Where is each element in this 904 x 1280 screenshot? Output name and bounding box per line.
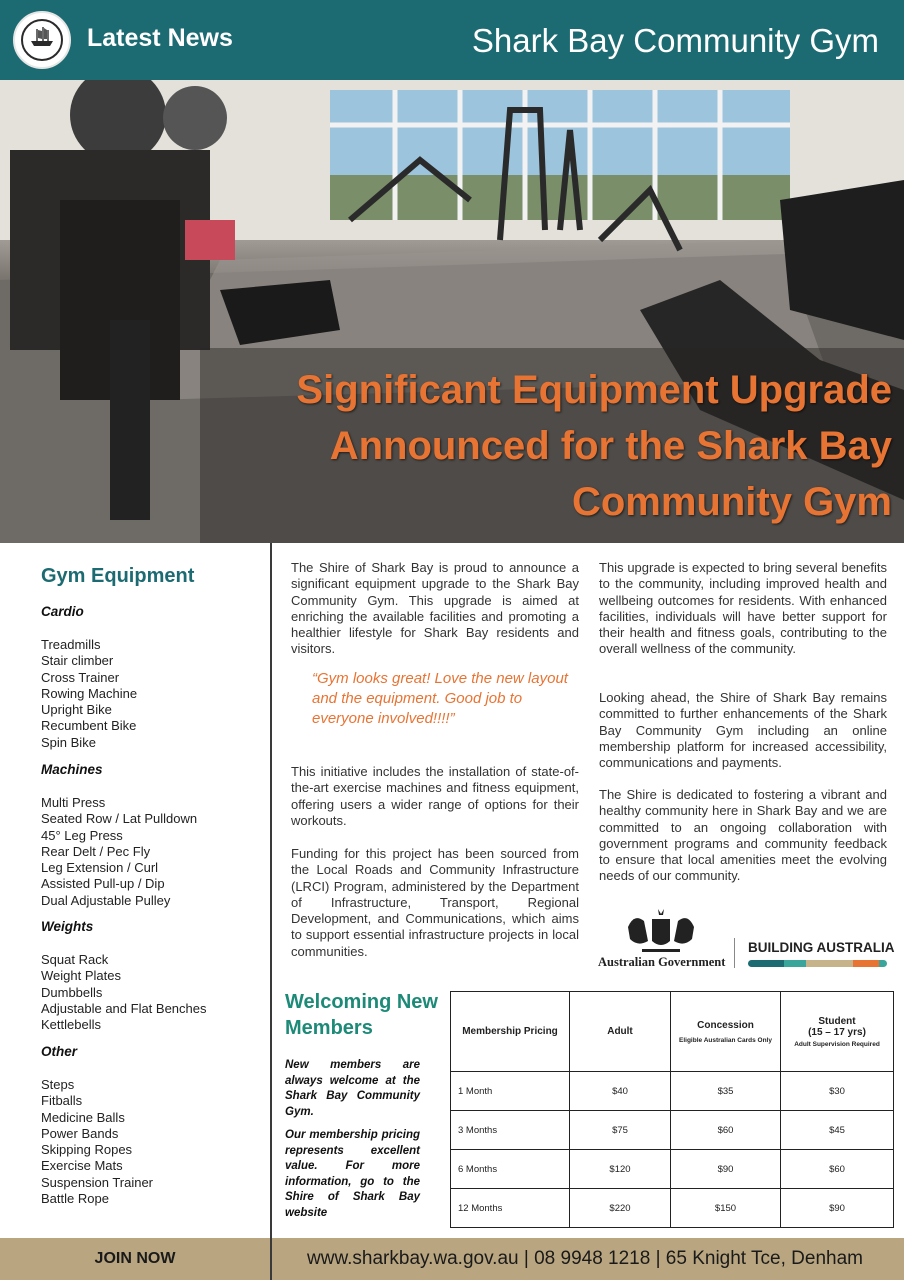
bar-segment xyxy=(806,960,853,967)
bar-segment xyxy=(748,960,784,967)
student-note: Adult Supervision Required xyxy=(794,1040,880,1048)
list-item: Weight Plates xyxy=(41,968,121,984)
price-cell: $45 xyxy=(781,1111,894,1150)
article-paragraph: This initiative includes the installation of state-of-the-art exercise machines and fitness equipment, offering users a wider range of options for their workouts. xyxy=(291,764,579,828)
term-cell: 12 Months xyxy=(451,1189,570,1228)
headline-line: Significant Equipment Upgrade xyxy=(296,368,892,412)
list-item: Spin Bike xyxy=(41,734,96,750)
list-item: Steps xyxy=(41,1077,75,1092)
page-header xyxy=(0,0,904,80)
footer-divider xyxy=(270,1238,272,1280)
bar-segment xyxy=(853,960,879,967)
term-cell: 6 Months xyxy=(451,1150,570,1189)
article-paragraph: The Shire of Shark Bay is proud to announce a significant equipment upgrade to the Shark Bay Community Gym. This upgrade is aimed at enriching the available facilities and promoting a healthier lifestyle for Shark Bay residents and visitors. xyxy=(291,560,579,657)
article-paragraph: This upgrade is expected to bring several benefits to the community, including improved health and wellbeing outcomes for residents. With enhanced facilities, individuals will have better support for their health and fitness goals, contributing to the overall wellness of the community. xyxy=(599,560,887,657)
page-footer xyxy=(0,1238,904,1280)
list-item: Cross Trainer xyxy=(41,669,120,685)
welcome-paragraph: Our membership pricing represents excellent value. For more information, go to the Shire of Shark Bay website xyxy=(285,1129,420,1219)
contact-info[interactable]: www.sharkbay.wa.gov.au | 08 9948 1218 | 65 Knight Tce, Denham xyxy=(307,1248,863,1269)
price-cell: $60 xyxy=(781,1150,894,1189)
list-item: Medicine Balls xyxy=(41,1109,125,1125)
weights-heading: Weights xyxy=(41,919,94,934)
list-item: Exercise Mats xyxy=(41,1158,123,1174)
table-row xyxy=(451,1111,894,1150)
article-headline xyxy=(172,362,892,530)
gov-label: Australian Government xyxy=(598,955,726,969)
cardio-list xyxy=(41,637,137,751)
list-item: Upright Bike xyxy=(41,702,112,718)
price-cell: $75 xyxy=(570,1111,671,1150)
student-age: (15 – 17 yrs) xyxy=(808,1026,866,1038)
join-now-link[interactable]: JOIN NOW xyxy=(94,1250,176,1267)
price-cell: $120 xyxy=(570,1150,671,1189)
equipment-title: Gym Equipment xyxy=(41,565,195,587)
hero-photo xyxy=(0,80,904,543)
list-item: Seated Row / Lat Pulldown xyxy=(41,811,198,827)
headline-line: Community Gym xyxy=(571,480,892,524)
list-item: Battle Rope xyxy=(41,1191,109,1207)
sponsor-divider xyxy=(734,938,735,968)
table-header-row xyxy=(451,992,894,1072)
concession-note: Eligible Australian Cards Only xyxy=(679,1036,772,1044)
price-cell: $90 xyxy=(671,1150,781,1189)
building-australia-label: BUILDING AUSTRALIA xyxy=(748,940,895,955)
list-item: Adjustable and Flat Benches xyxy=(41,1000,207,1016)
list-item: Power Bands xyxy=(41,1125,119,1141)
equipment-sidebar xyxy=(0,543,270,1238)
other-heading: Other xyxy=(41,1044,78,1059)
header-cell xyxy=(671,992,781,1072)
welcome-title: Welcoming New Members xyxy=(285,991,438,1039)
term-cell: 1 Month xyxy=(451,1072,570,1111)
price-cell: $40 xyxy=(570,1072,671,1111)
table-row xyxy=(451,1072,894,1111)
article-paragraph: Funding for this project has been sourced from the Local Roads and Community Infrastructure (LRCI) Program, administered by the Department of Infrastructure, Transport, Regional Development, and Communications, which aims to support essential infrastructure projects in local communities. xyxy=(291,846,579,959)
table-row xyxy=(451,1189,894,1228)
list-item: Multi Press xyxy=(41,795,106,810)
building-australia-bar xyxy=(748,960,887,967)
header-cell: Adult xyxy=(570,992,671,1072)
weights-list xyxy=(41,952,207,1033)
list-item: Dumbbells xyxy=(41,984,103,1000)
bar-segment xyxy=(784,960,806,967)
machines-list xyxy=(41,795,197,909)
headline-line: Announced for the Shark Bay xyxy=(329,424,892,468)
article-paragraph: Looking ahead, the Shire of Shark Bay remains committed to further enhancements of the Shark Bay Community Gym including an online membership platform for increased accessibility, communications and payments. xyxy=(599,690,887,771)
price-cell: $220 xyxy=(570,1189,671,1228)
term-cell: 3 Months xyxy=(451,1111,570,1150)
table-row xyxy=(451,1150,894,1189)
price-cell: $30 xyxy=(781,1072,894,1111)
shire-crest-icon xyxy=(13,11,71,69)
cardio-heading: Cardio xyxy=(41,604,84,619)
other-list xyxy=(41,1077,153,1207)
list-item: Fitballs xyxy=(41,1093,83,1109)
list-item: Recumbent Bike xyxy=(41,718,137,734)
pricing-table xyxy=(450,991,894,1228)
list-item: Squat Rack xyxy=(41,952,109,967)
list-item: Treadmills xyxy=(41,637,101,652)
student-label: Student xyxy=(818,1015,856,1027)
list-item: Kettlebells xyxy=(41,1017,101,1033)
list-item: Assisted Pull-up / Dip xyxy=(41,876,165,892)
machines-heading: Machines xyxy=(41,762,103,777)
header-cell: Membership Pricing xyxy=(451,992,570,1072)
list-item: 45° Leg Press xyxy=(41,827,123,843)
column-divider xyxy=(270,543,272,1238)
list-item: Stair climber xyxy=(41,653,114,669)
article-paragraph: The Shire is dedicated to fostering a vibrant and healthy community here in Shark Bay and we are committed to an ongoing collaboration with government programs and community feedback to ensure that local amenities meet the evolving needs of our community. xyxy=(599,787,887,884)
list-item: Suspension Trainer xyxy=(41,1174,154,1190)
header-cell xyxy=(781,992,894,1072)
bar-segment xyxy=(879,960,887,967)
gym-name: Shark Bay Community Gym xyxy=(471,22,879,59)
concession-label: Concession xyxy=(697,1019,754,1031)
list-item: Skipping Ropes xyxy=(41,1142,133,1158)
list-item: Rowing Machine xyxy=(41,685,138,701)
price-cell: $150 xyxy=(671,1189,781,1228)
price-cell: $90 xyxy=(781,1189,894,1228)
price-cell: $35 xyxy=(671,1072,781,1111)
welcome-paragraph: New members are always welcome at the Shark Bay Community Gym. xyxy=(285,1059,420,1118)
price-cell: $60 xyxy=(671,1111,781,1150)
list-item: Rear Delt / Pec Fly xyxy=(41,843,151,859)
member-quote: “Gym looks great! Love the new layout and the equipment. Good job to everyone involved!!!!” xyxy=(312,670,568,727)
list-item: Dual Adjustable Pulley xyxy=(41,892,171,908)
list-item: Leg Extension / Curl xyxy=(41,860,159,876)
section-label: Latest News xyxy=(87,24,233,52)
